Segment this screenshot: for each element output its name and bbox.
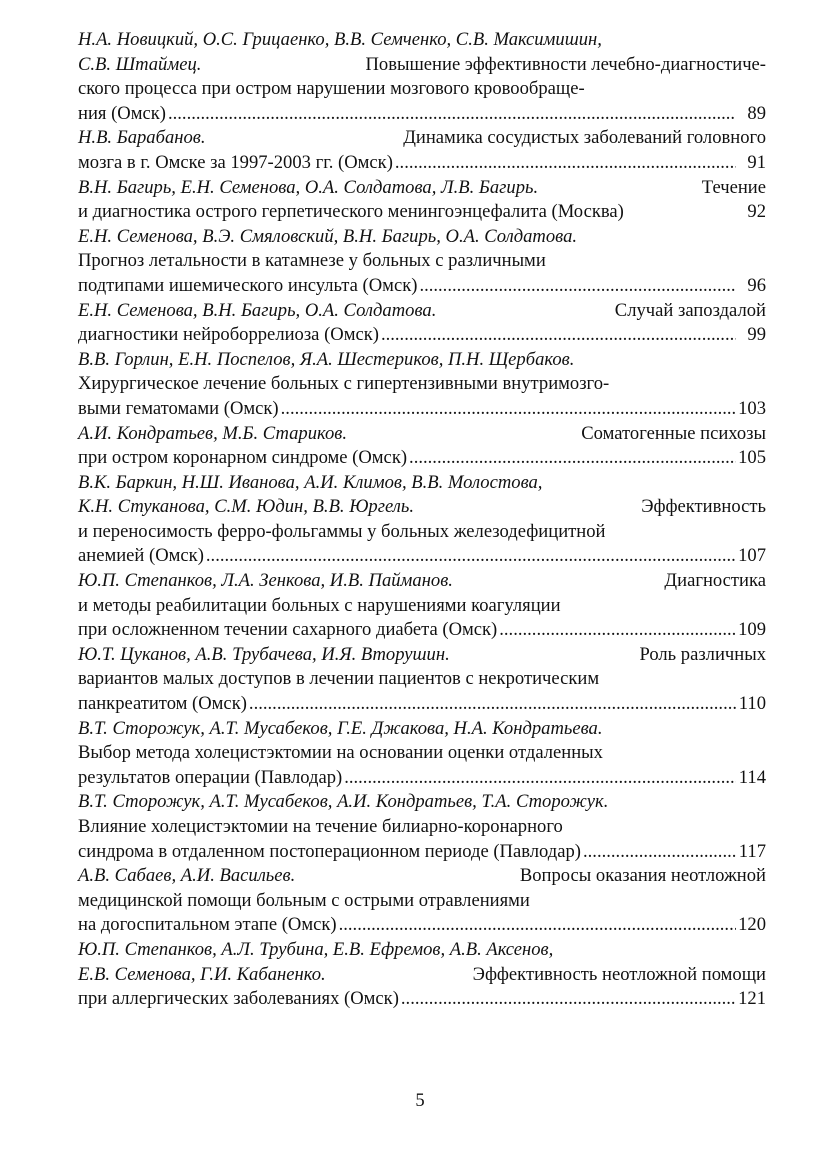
dot-leader bbox=[409, 446, 736, 471]
entry-authors: В.К. Баркин, Н.Ш. Иванова, А.И. Климов, В.В. Молостова, bbox=[78, 471, 543, 493]
entry-title: диагностики нейроборрелиоза (Омск) bbox=[78, 324, 379, 346]
toc-entry bbox=[78, 126, 766, 175]
entry-title: подтипами ишемического инсульта (Омск) bbox=[78, 274, 418, 296]
entry-title: медицинской помощи больным с острыми отравлениями bbox=[78, 889, 530, 911]
entry-title: Эффективность bbox=[636, 496, 766, 518]
toc-entry bbox=[78, 569, 766, 643]
toc-entry-line bbox=[78, 151, 766, 176]
entry-title: Роль различных bbox=[634, 643, 766, 665]
toc-entry bbox=[78, 348, 766, 422]
entry-authors: В.Т. Сторожук, А.Т. Мусабеков, А.И. Кондратьев, Т.А. Сторожук. bbox=[78, 791, 609, 813]
toc-entry-line bbox=[78, 102, 766, 127]
toc-entry-line bbox=[78, 889, 766, 914]
entry-title: при остром коронарном синдроме (Омск) bbox=[78, 447, 408, 469]
dot-leader bbox=[401, 987, 736, 1012]
toc-entry bbox=[78, 28, 766, 126]
toc-entry-line bbox=[78, 864, 766, 889]
toc-entry-line bbox=[78, 274, 766, 299]
entry-title: анемией (Омск) bbox=[78, 545, 204, 567]
dot-leader bbox=[499, 618, 736, 643]
entry-title: и диагностика острого герпетического менингоэнцефалита (Москва) bbox=[78, 201, 624, 223]
entry-page-number: 91 bbox=[747, 151, 766, 173]
entry-title: ния (Омск) bbox=[78, 102, 166, 124]
entry-page-number: 114 bbox=[738, 766, 766, 788]
entry-page-number: 96 bbox=[747, 274, 766, 296]
table-of-contents bbox=[78, 28, 766, 1012]
entry-page-number: 99 bbox=[747, 324, 766, 346]
entry-title: на догоспитальном этапе (Омск) bbox=[78, 914, 337, 936]
toc-entry bbox=[78, 717, 766, 791]
entry-title: ского процесса при остром нарушении мозгового кровообраще- bbox=[78, 78, 585, 100]
toc-entry-line bbox=[78, 618, 766, 643]
toc-entry bbox=[78, 471, 766, 569]
entry-title: результатов операции (Павлодар) bbox=[78, 766, 343, 788]
entry-authors: Н.В. Барабанов. bbox=[78, 127, 206, 149]
entry-title: Случай запоздалой bbox=[610, 299, 766, 321]
toc-entry-line bbox=[78, 372, 766, 397]
toc-entry-line bbox=[78, 77, 766, 102]
toc-entry-line bbox=[78, 28, 766, 53]
entry-page-number: 117 bbox=[738, 840, 766, 862]
entry-authors: Ю.П. Степанков, А.Л. Трубина, Е.В. Ефремов, А.В. Аксенов, bbox=[78, 938, 554, 960]
toc-entry-line bbox=[78, 643, 766, 668]
entry-page-number: 92 bbox=[747, 201, 766, 223]
entry-authors: Ю.Т. Цуканов, А.В. Трубачева, И.Я. Вторушин. bbox=[78, 643, 450, 665]
toc-entry-line bbox=[78, 569, 766, 594]
toc-entry bbox=[78, 643, 766, 717]
toc-entry-line bbox=[78, 53, 766, 78]
entry-authors: Ю.П. Степанков, Л.А. Зенкова, И.В. Пайманов. bbox=[78, 570, 453, 592]
entry-title: Соматогенные психозы bbox=[576, 422, 766, 444]
entry-page-number: 107 bbox=[738, 545, 766, 567]
toc-entry-line bbox=[78, 495, 766, 520]
entry-title: синдрома в отдаленном постоперационном периоде (Павлодар) bbox=[78, 840, 581, 862]
entry-page-number: 109 bbox=[738, 619, 766, 641]
entry-authors: С.В. Штаймец. bbox=[78, 53, 202, 75]
entry-page-number: 105 bbox=[738, 447, 766, 469]
entry-title: мозга в г. Омске за 1997-2003 гг. (Омск) bbox=[78, 151, 393, 173]
toc-entry-line bbox=[78, 471, 766, 496]
toc-entry-line bbox=[78, 422, 766, 447]
toc-entry-line bbox=[78, 323, 766, 348]
entry-authors: Е.Н. Семенова, В.Э. Смяловский, В.Н. Багирь, О.А. Солдатова. bbox=[78, 225, 578, 247]
toc-entry-line bbox=[78, 987, 766, 1012]
dot-leader bbox=[206, 544, 736, 569]
dot-leader bbox=[339, 913, 736, 938]
dot-leader bbox=[168, 102, 736, 127]
toc-entry-line bbox=[78, 544, 766, 569]
entry-title: и переносимость ферро-фольгаммы у больных железодефицитной bbox=[78, 520, 606, 542]
toc-entry-line bbox=[78, 299, 766, 324]
entry-authors: В.Н. Багирь, Е.Н. Семенова, О.А. Солдатова, Л.В. Багирь. bbox=[78, 176, 539, 198]
entry-title: Вопросы оказания неотложной bbox=[515, 865, 766, 887]
toc-entry-line bbox=[78, 126, 766, 151]
toc-entry-line bbox=[78, 938, 766, 963]
toc-entry-line bbox=[78, 840, 766, 865]
entry-title: панкреатитом (Омск) bbox=[78, 693, 247, 715]
dot-leader bbox=[419, 274, 736, 299]
dot-leader bbox=[249, 692, 736, 717]
dot-leader bbox=[381, 323, 736, 348]
toc-entry bbox=[78, 225, 766, 299]
entry-title: и методы реабилитации больных с нарушениями коагуляции bbox=[78, 594, 561, 616]
entry-title: Повышение эффективности лечебно-диагностиче- bbox=[360, 53, 766, 75]
entry-title: Эффективность неотложной помощи bbox=[468, 963, 766, 985]
entry-title: Течение bbox=[697, 176, 766, 198]
toc-entry bbox=[78, 864, 766, 938]
toc-entry-line bbox=[78, 200, 766, 225]
toc-entry-line bbox=[78, 249, 766, 274]
toc-entry-line bbox=[78, 446, 766, 471]
toc-entry bbox=[78, 790, 766, 864]
toc-entry-line bbox=[78, 766, 766, 791]
toc-entry bbox=[78, 938, 766, 1012]
toc-entry bbox=[78, 422, 766, 471]
entry-authors: А.И. Кондратьев, М.Б. Стариков. bbox=[78, 422, 348, 444]
toc-entry bbox=[78, 176, 766, 225]
toc-entry bbox=[78, 299, 766, 348]
entry-page-number: 103 bbox=[738, 397, 766, 419]
entry-page-number: 120 bbox=[738, 914, 766, 936]
toc-entry-line bbox=[78, 717, 766, 742]
entry-page-number: 121 bbox=[738, 988, 766, 1010]
dot-leader bbox=[281, 397, 736, 422]
entry-authors: А.В. Сабаев, А.И. Васильев. bbox=[78, 865, 296, 887]
toc-entry-line bbox=[78, 913, 766, 938]
toc-entry-line bbox=[78, 790, 766, 815]
entry-title: вариантов малых доступов в лечении пациентов с некротическим bbox=[78, 668, 600, 690]
toc-entry-line bbox=[78, 594, 766, 619]
toc-entry-line bbox=[78, 741, 766, 766]
dot-leader bbox=[395, 151, 736, 176]
entry-page-number: 110 bbox=[738, 693, 766, 715]
entry-authors: Е.Н. Семенова, В.Н. Багирь, О.А. Солдатова. bbox=[78, 299, 437, 321]
entry-title: при осложненном течении сахарного диабета (Омск) bbox=[78, 619, 498, 641]
toc-entry-line bbox=[78, 225, 766, 250]
entry-title: Влияние холецистэктомии на течение билиарно-коронарного bbox=[78, 816, 563, 837]
toc-entry-line bbox=[78, 520, 766, 545]
entry-title: Прогноз летальности в катамнезе у больных с различными bbox=[78, 250, 546, 272]
entry-authors: В.В. Горлин, Е.Н. Поспелов, Я.А. Шестериков, П.Н. Щербаков. bbox=[78, 348, 575, 370]
toc-entry-line bbox=[78, 815, 766, 840]
toc-entry-line bbox=[78, 348, 766, 373]
entry-title: выми гематомами (Омск) bbox=[78, 397, 279, 419]
entry-page-number: 89 bbox=[747, 102, 766, 124]
entry-authors: Е.В. Семенова, Г.И. Кабаненко. bbox=[78, 963, 326, 985]
toc-entry-line bbox=[78, 963, 766, 988]
entry-authors: К.Н. Стуканова, С.М. Юдин, В.В. Юргель. bbox=[78, 496, 414, 518]
toc-entry-line bbox=[78, 397, 766, 422]
entry-title: Выбор метода холецистэктомии на основании оценки отдаленных bbox=[78, 742, 603, 764]
entry-title: Динамика сосудистых заболеваний головного bbox=[398, 127, 766, 149]
entry-title: Диагностика bbox=[659, 570, 766, 592]
entry-authors: Н.А. Новицкий, О.С. Грицаенко, В.В. Семченко, С.В. Максимишин, bbox=[78, 29, 602, 50]
toc-entry-line bbox=[78, 692, 766, 717]
entry-authors: В.Т. Сторожук, А.Т. Мусабеков, Г.Е. Джакова, Н.А. Кондратьева. bbox=[78, 717, 603, 739]
entry-title: при аллергических заболеваниях (Омск) bbox=[78, 988, 399, 1010]
dot-leader bbox=[344, 766, 736, 791]
toc-entry-line bbox=[78, 667, 766, 692]
page-number: 5 bbox=[415, 1090, 425, 1111]
entry-title: Хирургическое лечение больных с гипертензивными внутримозго- bbox=[78, 373, 610, 395]
toc-entry-line bbox=[78, 176, 766, 201]
dot-leader bbox=[583, 840, 736, 865]
